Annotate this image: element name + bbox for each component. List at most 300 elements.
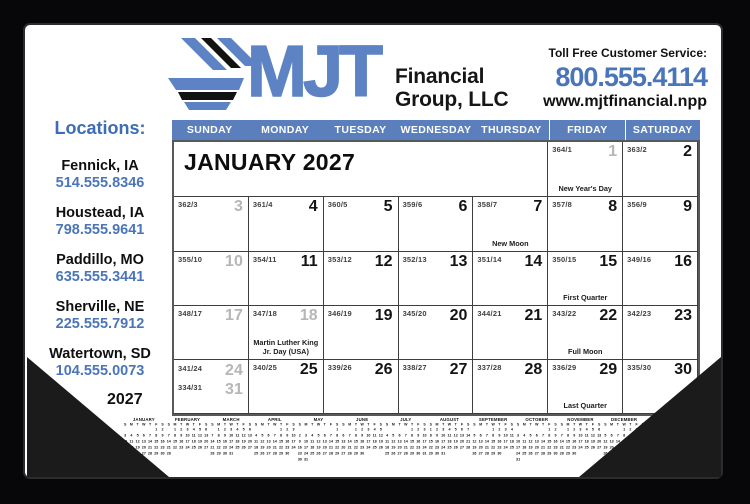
- mini-date: 18: [385, 445, 390, 450]
- mini-day-letter: F: [329, 422, 333, 427]
- mini-date: 20: [397, 445, 402, 450]
- mini-date: 16: [160, 439, 165, 444]
- mini-day-letter: T: [616, 422, 619, 427]
- mini-date: 8: [492, 433, 495, 438]
- mini-date: 21: [210, 445, 215, 450]
- mini-month-grid: [384, 422, 428, 457]
- mini-date: 6: [248, 427, 251, 432]
- calendar-cell: [324, 360, 399, 414]
- weekday-label: TUESDAY: [334, 124, 387, 136]
- mini-day-letter: S: [254, 422, 258, 427]
- calendar-cell: [623, 252, 698, 306]
- day-of-year: 350/15: [552, 255, 577, 264]
- mini-date: 17: [503, 439, 508, 444]
- mini-date: 18: [447, 439, 452, 444]
- mini-date: 7: [348, 433, 351, 438]
- calendar-cell: [473, 360, 548, 414]
- mini-month-name: APRIL: [267, 417, 282, 422]
- calendar-cell: [324, 306, 399, 360]
- mini-date: 27: [266, 451, 271, 456]
- mini-day-letter: T: [541, 422, 545, 427]
- mini-date: 6: [267, 433, 270, 438]
- mini-date: 22: [491, 445, 496, 450]
- mini-date: 24: [422, 445, 427, 450]
- mini-date: 27: [397, 451, 402, 456]
- mini-date: 12: [241, 433, 246, 438]
- mini-date: 17: [441, 439, 446, 444]
- mini-day-letter: T: [442, 422, 445, 427]
- calendar-cell: [548, 142, 623, 197]
- mini-day-letter: S: [161, 422, 164, 427]
- location-city: Fennick, IA: [61, 158, 139, 174]
- mini-date: 17: [185, 439, 190, 444]
- mini-date: 30: [160, 451, 165, 456]
- mini-date: 10: [503, 433, 508, 438]
- mini-day-letter: S: [467, 422, 470, 427]
- mini-date: 25: [509, 445, 514, 450]
- mini-date: 9: [298, 439, 301, 444]
- mini-date: 6: [460, 427, 463, 432]
- mini-date: 14: [328, 439, 333, 444]
- mini-day-letter: T: [236, 422, 239, 427]
- mini-date: 6: [205, 427, 208, 432]
- mini-date: 9: [573, 433, 576, 438]
- mini-month-grid: [515, 422, 559, 463]
- location-city: Watertown, SD: [49, 346, 151, 362]
- mini-date: 19: [260, 445, 265, 450]
- mini-date: 1: [155, 427, 158, 432]
- mini-month: [384, 417, 428, 463]
- mini-date: 30: [434, 451, 440, 456]
- day-note: New Year's Day: [558, 183, 612, 193]
- calendar-cell: [324, 252, 399, 306]
- mini-date: 6: [535, 433, 538, 438]
- mini-date: 14: [540, 439, 546, 444]
- year-label: 2027: [107, 391, 143, 408]
- mini-date: 25: [235, 445, 240, 450]
- mini-day-letter: T: [529, 422, 532, 427]
- mini-date: 11: [191, 433, 196, 438]
- mini-date: 12: [528, 439, 533, 444]
- mini-month-name: MARCH: [222, 417, 240, 422]
- mini-day-letter: T: [367, 422, 370, 427]
- mini-date: 28: [328, 451, 333, 456]
- mini-date: 13: [459, 433, 464, 438]
- location-phone: 635.555.3441: [55, 269, 145, 285]
- mini-date: 25: [254, 451, 259, 456]
- location-phone: 798.555.9641: [55, 222, 145, 238]
- mini-date: 30: [497, 451, 502, 456]
- day-number: 9: [683, 198, 692, 215]
- mini-date: 14: [148, 439, 153, 444]
- mini-day-letter: S: [248, 422, 252, 427]
- mini-month-grid: [253, 422, 297, 457]
- day-of-year: 354/11: [252, 255, 277, 264]
- mini-date: 26: [590, 445, 595, 450]
- day-of-year: 353/12: [327, 255, 352, 264]
- mini-date: 21: [484, 445, 489, 450]
- mini-day-letter: T: [585, 422, 588, 427]
- mini-day-letter: F: [242, 422, 245, 427]
- mini-day-letter: S: [560, 422, 563, 427]
- mini-date: 19: [391, 445, 396, 450]
- mini-date: 5: [317, 433, 320, 438]
- mini-date: 13: [597, 433, 602, 438]
- mini-day-letter: T: [354, 422, 357, 427]
- mini-date: 7: [542, 433, 545, 438]
- mini-date: 3: [124, 433, 127, 438]
- mini-day-letter: T: [148, 422, 152, 427]
- day-note: Full Moon: [567, 346, 603, 356]
- mini-date: 26: [316, 451, 321, 456]
- mini-date: 3: [423, 427, 426, 432]
- mini-month-grid: [471, 422, 515, 457]
- mini-day-letter: F: [635, 422, 638, 427]
- day-number: 15: [599, 253, 618, 270]
- day-number: 5: [383, 198, 393, 215]
- mini-date: 8: [548, 433, 551, 438]
- mini-date: 30: [360, 451, 365, 456]
- location-item: [31, 158, 169, 192]
- location-city: Paddillo, MO: [56, 252, 144, 268]
- mini-date: 23: [434, 445, 440, 450]
- mini-date: 8: [354, 433, 357, 438]
- mini-day-letter: W: [535, 422, 539, 427]
- mini-date: 4: [386, 433, 389, 438]
- mini-date: 13: [534, 439, 539, 444]
- mini-date: 2: [180, 427, 183, 432]
- mini-date: 25: [522, 451, 527, 456]
- mini-date: 4: [585, 427, 588, 432]
- mini-day-letter: W: [622, 422, 626, 427]
- mini-date: 15: [353, 439, 358, 444]
- mini-date: 26: [378, 445, 383, 450]
- contact-website: www.mjtfinancial.npp: [543, 93, 707, 110]
- mini-month-name: MAY: [313, 417, 324, 422]
- mini-date: 15: [547, 439, 552, 444]
- mini-date: 19: [590, 439, 595, 444]
- mini-date: 7: [329, 433, 332, 438]
- mini-date: 10: [291, 433, 296, 438]
- calendar-cell: [249, 306, 324, 360]
- day-number: 28: [524, 361, 543, 378]
- mini-day-letter: F: [417, 422, 420, 427]
- mini-day-letter: T: [498, 422, 501, 427]
- day-of-year: 348/17: [178, 309, 203, 318]
- mini-date: 9: [417, 433, 420, 438]
- calendar-cell: [548, 360, 623, 414]
- day-number: 3: [233, 198, 243, 215]
- mini-day-letter: F: [460, 422, 464, 427]
- mini-date: 26: [241, 445, 246, 450]
- mini-date: 13: [141, 439, 146, 444]
- mini-day-letter: S: [292, 422, 295, 427]
- day-of-year: 347/18: [252, 309, 277, 318]
- mini-date: 27: [322, 451, 327, 456]
- calendar-cell: [174, 360, 249, 414]
- day-of-year: 356/9: [627, 200, 647, 209]
- calendar-cell: [473, 306, 548, 360]
- mini-date: 4: [373, 427, 376, 432]
- mini-date: 8: [155, 433, 158, 438]
- mini-date: 16: [572, 439, 577, 444]
- mini-date: 27: [597, 445, 602, 450]
- mini-day-letter: S: [516, 422, 520, 427]
- mini-date: 23: [553, 445, 558, 450]
- mini-date: 29: [335, 451, 340, 456]
- mini-date: 11: [509, 433, 514, 438]
- mini-date: 5: [392, 433, 395, 438]
- mini-date: 12: [603, 439, 608, 444]
- mini-date: 18: [191, 439, 196, 444]
- mini-date: 24: [503, 445, 508, 450]
- mini-day-letter: M: [479, 422, 483, 427]
- mini-month-name: NOVEMBER: [567, 417, 594, 422]
- mini-date: 21: [328, 445, 333, 450]
- mini-date: 4: [311, 433, 314, 438]
- mini-date: 23: [497, 445, 502, 450]
- mini-day-letter: S: [336, 422, 339, 427]
- mini-date: 22: [172, 445, 178, 450]
- day-of-year: 361/4: [252, 200, 273, 209]
- mini-date: 9: [435, 433, 439, 438]
- mini-day-letter: S: [205, 422, 208, 427]
- day-number: 7: [533, 198, 543, 215]
- mini-day-letter: M: [129, 422, 133, 427]
- mini-month: [209, 417, 253, 463]
- mini-date: 22: [335, 445, 340, 450]
- mini-date: 27: [478, 451, 483, 456]
- mini-date: 12: [453, 433, 458, 438]
- mini-date: 10: [366, 433, 371, 438]
- mini-date: 5: [604, 433, 607, 438]
- mini-date: 27: [247, 445, 252, 450]
- mini-day-letter: M: [391, 422, 395, 427]
- mini-date: 6: [398, 433, 401, 438]
- mini-date: 1: [566, 427, 569, 432]
- mini-month-name: DECEMBER: [611, 417, 638, 422]
- mini-date: 28: [559, 451, 564, 456]
- mini-date: 4: [255, 433, 258, 438]
- mini-date: 23: [285, 445, 290, 450]
- mini-date: 19: [197, 439, 203, 444]
- mini-day-letter: F: [591, 422, 594, 427]
- mini-month: [297, 417, 341, 463]
- mini-date: 26: [528, 451, 533, 456]
- mini-date: 21: [166, 445, 171, 450]
- mini-date: 19: [378, 439, 383, 444]
- mini-date: 22: [547, 445, 552, 450]
- mini-month: [515, 417, 559, 463]
- mini-date: 7: [149, 433, 152, 438]
- mini-date: 15: [428, 439, 433, 444]
- mini-date: 11: [372, 433, 377, 438]
- mini-date: 8: [411, 433, 414, 438]
- mini-date: 13: [478, 439, 483, 444]
- mini-date: 8: [623, 433, 626, 438]
- mini-day-letter: W: [185, 422, 190, 427]
- day-number: 31: [225, 381, 243, 398]
- mini-date: 5: [473, 433, 476, 438]
- mini-date: 13: [204, 433, 209, 438]
- mini-date: 10: [516, 439, 521, 444]
- mini-date: 11: [129, 439, 134, 444]
- location-phone: 514.555.8346: [55, 175, 145, 191]
- day-number: 27: [449, 361, 468, 378]
- mini-date: 11: [385, 439, 390, 444]
- day-note: First Quarter: [563, 292, 608, 302]
- mini-date: 23: [360, 445, 365, 450]
- location-item: [31, 299, 169, 333]
- mini-date: 19: [135, 445, 140, 450]
- mini-date: 24: [291, 445, 296, 450]
- mini-date: 18: [254, 445, 259, 450]
- calendar-cell: [174, 252, 249, 306]
- mini-date: 26: [197, 445, 203, 450]
- weekday-header-row: [172, 120, 700, 140]
- mini-month-name: JANUARY: [132, 417, 155, 422]
- mini-date: 20: [341, 445, 346, 450]
- weekday-label: MONDAY: [261, 124, 310, 136]
- day-of-year: 362/3: [178, 200, 198, 209]
- mini-date: 1: [173, 427, 177, 432]
- mini-date: 26: [472, 451, 477, 456]
- mini-month-name: OCTOBER: [525, 417, 549, 422]
- mini-day-letter: T: [454, 422, 457, 427]
- location-phone: 104.555.0073: [55, 363, 145, 379]
- mini-date: 1: [411, 427, 414, 432]
- mini-date: 9: [223, 433, 226, 438]
- mini-date: 15: [154, 439, 159, 444]
- mini-date: 15: [491, 439, 496, 444]
- day-note: Last Quarter: [563, 400, 607, 410]
- mini-date: 7: [404, 433, 407, 438]
- mini-date: 7: [211, 433, 214, 438]
- mini-date: 19: [453, 439, 458, 444]
- locations-block: [31, 118, 169, 393]
- mini-date: 28: [148, 451, 153, 456]
- mini-date: 28: [272, 451, 277, 456]
- mini-date: 17: [422, 439, 427, 444]
- mini-date: 14: [210, 439, 215, 444]
- calendar-cell: [548, 197, 623, 252]
- mini-day-letter: W: [360, 422, 364, 427]
- mini-day-letter: S: [123, 422, 127, 427]
- mini-date: 18: [372, 439, 377, 444]
- mini-date: 22: [353, 445, 358, 450]
- mini-day-letter: S: [423, 422, 426, 427]
- mini-date: 20: [609, 445, 614, 450]
- calendar-cell: [473, 252, 548, 306]
- mini-date: 6: [598, 427, 601, 432]
- day-number: 12: [374, 253, 393, 270]
- mini-date: 6: [479, 433, 482, 438]
- calendar-month-title: JANUARY 2027: [174, 142, 548, 197]
- calendar-cell: [399, 252, 474, 306]
- mini-date: 3: [579, 427, 582, 432]
- logo-icon: [165, 38, 255, 110]
- mini-day-letter: S: [597, 422, 601, 427]
- mini-day-letter: T: [223, 422, 226, 427]
- mini-day-letter: M: [522, 422, 526, 427]
- contact-phone: 800.555.4114: [555, 62, 707, 92]
- mini-date: 24: [516, 451, 521, 456]
- mini-date: 2: [629, 427, 632, 432]
- mini-date: 15: [565, 439, 571, 444]
- day-number: 16: [674, 253, 692, 270]
- day-of-year: 337/28: [477, 363, 502, 372]
- calendar-cell: [174, 306, 249, 360]
- mini-date: 21: [540, 445, 546, 450]
- mini-day-letter: T: [629, 422, 632, 427]
- mini-day-letter: M: [304, 422, 308, 427]
- day-number: 23: [674, 307, 692, 324]
- mini-month: [428, 417, 472, 463]
- mini-date: 29: [154, 451, 159, 456]
- mini-date: 3: [442, 427, 445, 432]
- mini-date: 13: [397, 439, 402, 444]
- mini-date: 14: [403, 439, 408, 444]
- mini-date: 13: [266, 439, 271, 444]
- weekday-label: SATURDAY: [625, 120, 700, 140]
- mini-date: 10: [185, 433, 190, 438]
- mini-date: 7: [273, 433, 276, 438]
- mini-date: 16: [416, 439, 421, 444]
- mini-date: 29: [428, 451, 433, 456]
- day-of-year: 338/27: [402, 363, 427, 372]
- mini-date: 3: [367, 427, 370, 432]
- day-number: 4: [308, 198, 318, 215]
- mini-date: 4: [192, 427, 195, 432]
- mini-date: 9: [498, 433, 501, 438]
- mini-date: 6: [610, 433, 613, 438]
- mini-date: 15: [216, 439, 221, 444]
- mini-date: 28: [484, 451, 489, 456]
- mini-date: 14: [615, 439, 620, 444]
- mini-date: 4: [510, 427, 513, 432]
- mini-date: 16: [360, 439, 365, 444]
- mini-date: 20: [478, 445, 483, 450]
- day-of-year: 335/30: [627, 363, 652, 372]
- calendar-cell: [623, 142, 698, 197]
- day-of-year: 345/20: [402, 309, 427, 318]
- day-number: 6: [458, 198, 468, 215]
- day-number: 14: [524, 253, 543, 270]
- mini-date: 12: [197, 433, 203, 438]
- day-of-year: 351/14: [477, 255, 502, 264]
- mini-day-letter: F: [155, 422, 158, 427]
- mini-day-letter: T: [410, 422, 414, 427]
- mini-date: 16: [285, 439, 290, 444]
- day-number: 30: [674, 361, 692, 378]
- day-of-year: 358/7: [477, 200, 498, 209]
- mini-date: 24: [185, 445, 190, 450]
- day-of-year: 336/29: [552, 363, 577, 372]
- mini-date: 24: [441, 445, 446, 450]
- mini-date: 30: [297, 457, 302, 462]
- mini-date: 17: [291, 439, 296, 444]
- mini-day-letter: S: [385, 422, 389, 427]
- location-item: [31, 346, 169, 380]
- mini-date: 15: [409, 439, 415, 444]
- contact-block: [543, 46, 707, 111]
- mini-date: 29: [565, 451, 571, 456]
- mini-date: 24: [303, 451, 309, 456]
- mini-date: 22: [409, 445, 415, 450]
- mini-date: 19: [472, 445, 477, 450]
- mini-date: 12: [472, 439, 477, 444]
- mini-date: 14: [347, 439, 352, 444]
